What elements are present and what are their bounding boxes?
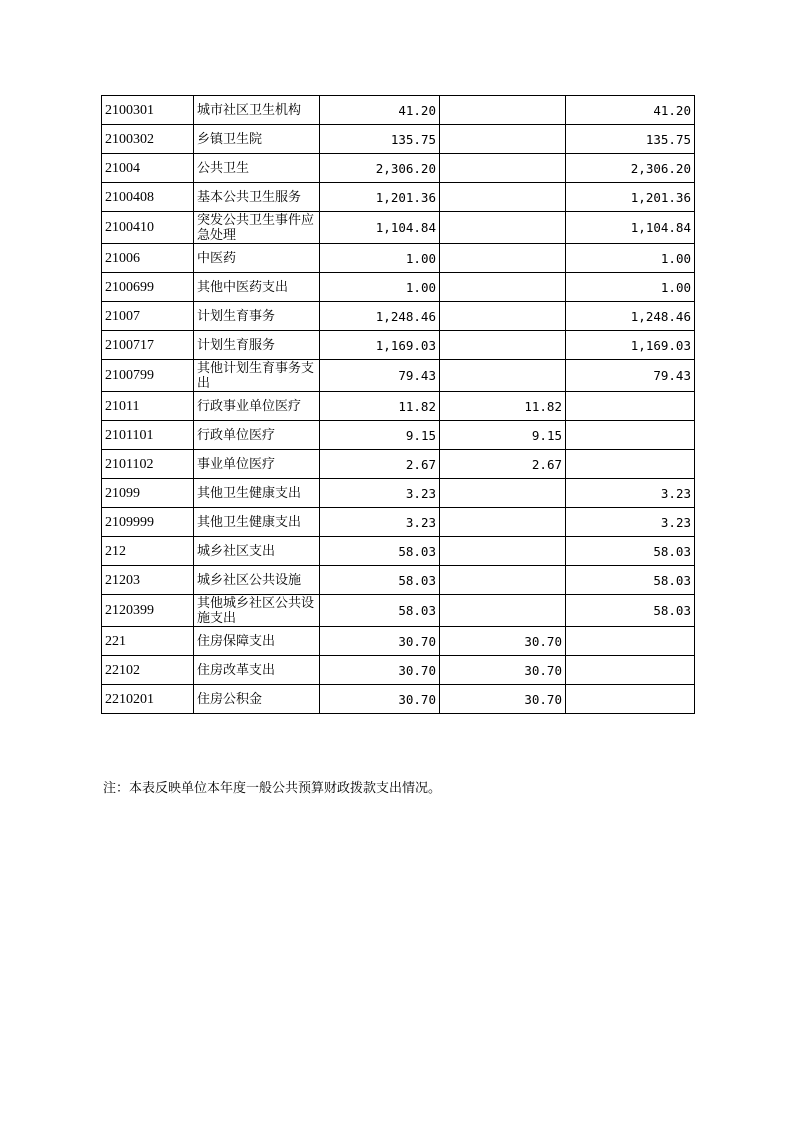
table-row — [102, 450, 695, 479]
row-code: 21011 — [102, 392, 194, 421]
row-basic — [440, 125, 566, 154]
row-basic — [440, 479, 566, 508]
table-row — [102, 360, 695, 392]
row-code: 2210201 — [102, 685, 194, 714]
row-basic — [440, 537, 566, 566]
table-row — [102, 392, 695, 421]
row-name: 行政事业单位医疗 — [194, 392, 320, 421]
table-row — [102, 479, 695, 508]
table-row — [102, 125, 695, 154]
row-basic: 30.70 — [440, 656, 566, 685]
row-project — [566, 656, 695, 685]
row-total: 135.75 — [320, 125, 440, 154]
row-basic — [440, 566, 566, 595]
row-project: 1,104.84 — [566, 212, 695, 244]
expenditure-table — [101, 95, 695, 714]
row-total: 1,201.36 — [320, 183, 440, 212]
row-basic: 30.70 — [440, 627, 566, 656]
row-total: 30.70 — [320, 627, 440, 656]
row-name: 突发公共卫生事件应急处理 — [194, 212, 320, 244]
row-project: 1.00 — [566, 273, 695, 302]
row-code: 212 — [102, 537, 194, 566]
row-total: 58.03 — [320, 595, 440, 627]
row-basic — [440, 331, 566, 360]
row-code: 2100717 — [102, 331, 194, 360]
row-total: 30.70 — [320, 685, 440, 714]
table-row — [102, 627, 695, 656]
row-total: 3.23 — [320, 508, 440, 537]
table-row — [102, 685, 695, 714]
row-code: 221 — [102, 627, 194, 656]
row-code: 2100301 — [102, 96, 194, 125]
row-basic — [440, 508, 566, 537]
row-project: 58.03 — [566, 566, 695, 595]
row-basic — [440, 595, 566, 627]
row-code: 2109999 — [102, 508, 194, 537]
row-name: 行政单位医疗 — [194, 421, 320, 450]
row-name: 计划生育服务 — [194, 331, 320, 360]
row-name: 城市社区卫生机构 — [194, 96, 320, 125]
row-total: 1.00 — [320, 244, 440, 273]
row-code: 21004 — [102, 154, 194, 183]
table-row — [102, 273, 695, 302]
row-project: 79.43 — [566, 360, 695, 392]
row-project — [566, 421, 695, 450]
row-basic — [440, 154, 566, 183]
row-project — [566, 450, 695, 479]
row-basic: 9.15 — [440, 421, 566, 450]
row-total: 30.70 — [320, 656, 440, 685]
row-total: 9.15 — [320, 421, 440, 450]
row-project — [566, 685, 695, 714]
row-name: 基本公共卫生服务 — [194, 183, 320, 212]
row-basic — [440, 244, 566, 273]
row-name: 城乡社区公共设施 — [194, 566, 320, 595]
row-total: 1,104.84 — [320, 212, 440, 244]
row-basic — [440, 360, 566, 392]
table-footnote: 注：本表反映单位本年度一般公共预算财政拨款支出情况。 — [103, 781, 442, 796]
table-row — [102, 212, 695, 244]
row-project: 58.03 — [566, 537, 695, 566]
table-row — [102, 595, 695, 627]
row-project: 1,248.46 — [566, 302, 695, 331]
row-name: 住房公积金 — [194, 685, 320, 714]
row-code: 2100799 — [102, 360, 194, 392]
row-code: 21203 — [102, 566, 194, 595]
row-code: 2101101 — [102, 421, 194, 450]
row-code: 2120399 — [102, 595, 194, 627]
row-code: 2100699 — [102, 273, 194, 302]
table-row — [102, 537, 695, 566]
row-code: 21006 — [102, 244, 194, 273]
row-name: 计划生育事务 — [194, 302, 320, 331]
row-total: 1.00 — [320, 273, 440, 302]
row-name: 其他计划生育事务支出 — [194, 360, 320, 392]
row-basic: 30.70 — [440, 685, 566, 714]
row-name: 事业单位医疗 — [194, 450, 320, 479]
row-total: 1,248.46 — [320, 302, 440, 331]
row-code: 2101102 — [102, 450, 194, 479]
row-basic — [440, 273, 566, 302]
row-name: 乡镇卫生院 — [194, 125, 320, 154]
row-project: 3.23 — [566, 508, 695, 537]
row-project: 41.20 — [566, 96, 695, 125]
row-project: 1,169.03 — [566, 331, 695, 360]
row-name: 住房保障支出 — [194, 627, 320, 656]
table-row — [102, 331, 695, 360]
row-total: 1,169.03 — [320, 331, 440, 360]
row-project: 1.00 — [566, 244, 695, 273]
row-project: 58.03 — [566, 595, 695, 627]
table-row — [102, 183, 695, 212]
row-total: 58.03 — [320, 566, 440, 595]
row-code: 2100408 — [102, 183, 194, 212]
row-name: 其他卫生健康支出 — [194, 508, 320, 537]
row-project: 2,306.20 — [566, 154, 695, 183]
row-total: 79.43 — [320, 360, 440, 392]
row-code: 21007 — [102, 302, 194, 331]
row-code: 2100410 — [102, 212, 194, 244]
row-project — [566, 392, 695, 421]
row-code: 22102 — [102, 656, 194, 685]
row-basic — [440, 96, 566, 125]
row-total: 2,306.20 — [320, 154, 440, 183]
row-project — [566, 627, 695, 656]
row-total: 3.23 — [320, 479, 440, 508]
row-total: 2.67 — [320, 450, 440, 479]
table-row — [102, 656, 695, 685]
table-row — [102, 566, 695, 595]
row-basic — [440, 183, 566, 212]
row-total: 58.03 — [320, 537, 440, 566]
row-name: 其他中医药支出 — [194, 273, 320, 302]
row-name: 城乡社区支出 — [194, 537, 320, 566]
row-project: 3.23 — [566, 479, 695, 508]
table-row — [102, 302, 695, 331]
row-name: 住房改革支出 — [194, 656, 320, 685]
table-row — [102, 508, 695, 537]
row-code: 21099 — [102, 479, 194, 508]
table-row — [102, 244, 695, 273]
row-total: 11.82 — [320, 392, 440, 421]
row-name: 公共卫生 — [194, 154, 320, 183]
row-basic: 2.67 — [440, 450, 566, 479]
row-basic — [440, 302, 566, 331]
row-name: 其他城乡社区公共设施支出 — [194, 595, 320, 627]
row-total: 41.20 — [320, 96, 440, 125]
row-project: 135.75 — [566, 125, 695, 154]
row-code: 2100302 — [102, 125, 194, 154]
table-row — [102, 154, 695, 183]
table-row — [102, 421, 695, 450]
row-basic: 11.82 — [440, 392, 566, 421]
row-project: 1,201.36 — [566, 183, 695, 212]
expenditure-table-body — [102, 96, 695, 714]
row-basic — [440, 212, 566, 244]
row-name: 其他卫生健康支出 — [194, 479, 320, 508]
table-row — [102, 96, 695, 125]
row-name: 中医药 — [194, 244, 320, 273]
